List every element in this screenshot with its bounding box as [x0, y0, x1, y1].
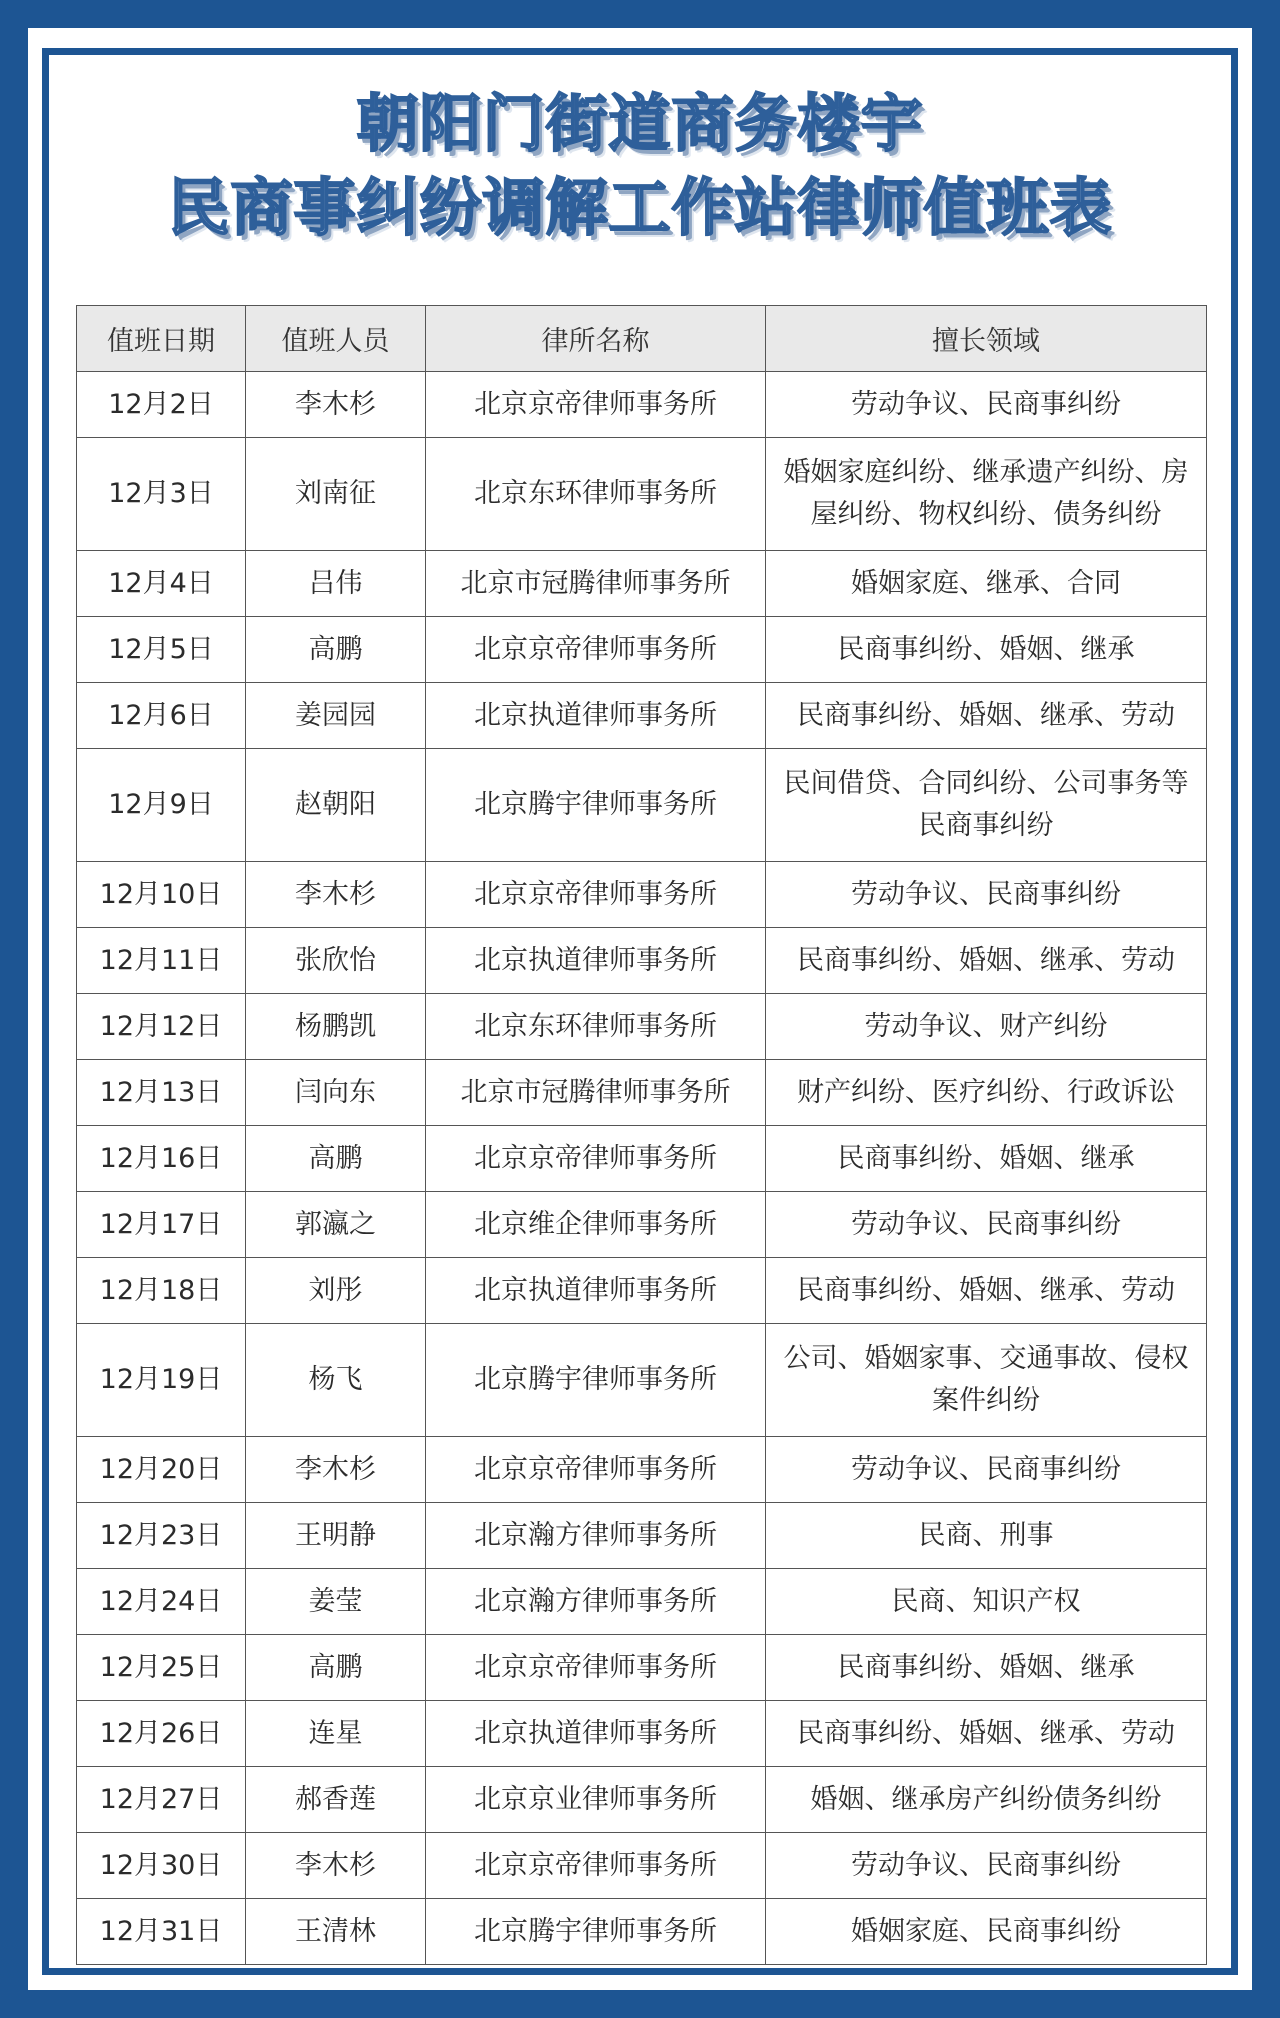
table-row [77, 1437, 1207, 1503]
cell-date: 12月10日 [77, 862, 246, 928]
duty-schedule-table [76, 305, 1207, 1965]
cell-firm: 北京执道律师事务所 [426, 1258, 766, 1324]
table-row [77, 1324, 1207, 1437]
cell-date: 12月24日 [77, 1569, 246, 1635]
cell-field: 劳动争议、财产纠纷 [766, 994, 1207, 1060]
table-header-row [77, 306, 1207, 372]
cell-firm: 北京京业律师事务所 [426, 1767, 766, 1833]
cell-firm: 北京瀚方律师事务所 [426, 1569, 766, 1635]
cell-firm: 北京腾宇律师事务所 [426, 1899, 766, 1965]
cell-field: 民商事纠纷、婚姻、继承 [766, 617, 1207, 683]
table-row [77, 551, 1207, 617]
cell-person: 李木杉 [246, 862, 426, 928]
page-title [0, 82, 1280, 250]
table-row [77, 1833, 1207, 1899]
cell-firm: 北京京帝律师事务所 [426, 372, 766, 438]
cell-firm: 北京京帝律师事务所 [426, 862, 766, 928]
cell-person: 杨鹏凯 [246, 994, 426, 1060]
cell-date: 12月9日 [77, 749, 246, 862]
cell-firm: 北京维企律师事务所 [426, 1192, 766, 1258]
cell-person: 连星 [246, 1701, 426, 1767]
cell-person: 吕伟 [246, 551, 426, 617]
cell-date: 12月26日 [77, 1701, 246, 1767]
cell-firm: 北京腾宇律师事务所 [426, 749, 766, 862]
table-row [77, 1192, 1207, 1258]
cell-field: 婚姻家庭纠纷、继承遗产纠纷、房屋纠纷、物权纠纷、债务纠纷 [766, 438, 1207, 551]
table-row [77, 749, 1207, 862]
cell-field: 劳动争议、民商事纠纷 [766, 1437, 1207, 1503]
cell-date: 12月4日 [77, 551, 246, 617]
cell-person: 张欣怡 [246, 928, 426, 994]
cell-firm: 北京京帝律师事务所 [426, 1635, 766, 1701]
cell-person: 王明静 [246, 1503, 426, 1569]
cell-firm: 北京东环律师事务所 [426, 994, 766, 1060]
cell-firm: 北京京帝律师事务所 [426, 1437, 766, 1503]
cell-firm: 北京执道律师事务所 [426, 1701, 766, 1767]
cell-field: 民商事纠纷、婚姻、继承、劳动 [766, 683, 1207, 749]
cell-firm: 北京执道律师事务所 [426, 928, 766, 994]
cell-field: 劳动争议、民商事纠纷 [766, 372, 1207, 438]
cell-field: 财产纠纷、医疗纠纷、行政诉讼 [766, 1060, 1207, 1126]
cell-date: 12月18日 [77, 1258, 246, 1324]
cell-person: 杨飞 [246, 1324, 426, 1437]
cell-field: 民商事纠纷、婚姻、继承 [766, 1126, 1207, 1192]
table-row [77, 994, 1207, 1060]
cell-date: 12月19日 [77, 1324, 246, 1437]
cell-field: 婚姻家庭、民商事纠纷 [766, 1899, 1207, 1965]
cell-date: 12月31日 [77, 1899, 246, 1965]
cell-date: 12月25日 [77, 1635, 246, 1701]
cell-date: 12月6日 [77, 683, 246, 749]
cell-person: 姜莹 [246, 1569, 426, 1635]
table-row [77, 862, 1207, 928]
table-row [77, 1635, 1207, 1701]
table-row [77, 683, 1207, 749]
cell-firm: 北京市冠腾律师事务所 [426, 1060, 766, 1126]
cell-firm: 北京执道律师事务所 [426, 683, 766, 749]
cell-field: 劳动争议、民商事纠纷 [766, 1192, 1207, 1258]
cell-field: 劳动争议、民商事纠纷 [766, 1833, 1207, 1899]
cell-date: 12月12日 [77, 994, 246, 1060]
cell-firm: 北京瀚方律师事务所 [426, 1503, 766, 1569]
cell-field: 民商、刑事 [766, 1503, 1207, 1569]
cell-person: 赵朝阳 [246, 749, 426, 862]
cell-firm: 北京京帝律师事务所 [426, 1126, 766, 1192]
cell-person: 李木杉 [246, 1833, 426, 1899]
cell-date: 12月23日 [77, 1503, 246, 1569]
header-field: 擅长领域 [766, 306, 1207, 372]
cell-person: 李木杉 [246, 1437, 426, 1503]
cell-person: 高鹏 [246, 1126, 426, 1192]
title-line-2: 民商事纠纷调解工作站律师值班表 [167, 171, 1113, 244]
cell-field: 婚姻、继承房产纠纷债务纠纷 [766, 1767, 1207, 1833]
cell-field: 民间借贷、合同纠纷、公司事务等民商事纠纷 [766, 749, 1207, 862]
header-firm: 律所名称 [426, 306, 766, 372]
cell-date: 12月30日 [77, 1833, 246, 1899]
cell-date: 12月27日 [77, 1767, 246, 1833]
cell-date: 12月17日 [77, 1192, 246, 1258]
cell-firm: 北京京帝律师事务所 [426, 617, 766, 683]
table-body [77, 372, 1207, 1965]
cell-field: 民商、知识产权 [766, 1569, 1207, 1635]
cell-field: 民商事纠纷、婚姻、继承 [766, 1635, 1207, 1701]
cell-person: 刘彤 [246, 1258, 426, 1324]
cell-field: 民商事纠纷、婚姻、继承、劳动 [766, 1701, 1207, 1767]
cell-date: 12月2日 [77, 372, 246, 438]
cell-person: 姜园园 [246, 683, 426, 749]
cell-field: 民商事纠纷、婚姻、继承、劳动 [766, 928, 1207, 994]
title-line-1: 朝阳门街道商务楼宇 [356, 87, 924, 160]
cell-date: 12月20日 [77, 1437, 246, 1503]
table-row [77, 1569, 1207, 1635]
cell-firm: 北京市冠腾律师事务所 [426, 551, 766, 617]
cell-date: 12月3日 [77, 438, 246, 551]
cell-firm: 北京东环律师事务所 [426, 438, 766, 551]
table-row [77, 1503, 1207, 1569]
cell-person: 高鹏 [246, 1635, 426, 1701]
header-date: 值班日期 [77, 306, 246, 372]
table-row [77, 1899, 1207, 1965]
cell-person: 刘南征 [246, 438, 426, 551]
table-row [77, 1701, 1207, 1767]
cell-person: 闫向东 [246, 1060, 426, 1126]
cell-field: 婚姻家庭、继承、合同 [766, 551, 1207, 617]
cell-field: 民商事纠纷、婚姻、继承、劳动 [766, 1258, 1207, 1324]
table-row [77, 1258, 1207, 1324]
cell-person: 李木杉 [246, 372, 426, 438]
cell-firm: 北京京帝律师事务所 [426, 1833, 766, 1899]
cell-person: 高鹏 [246, 617, 426, 683]
table-row [77, 438, 1207, 551]
cell-date: 12月5日 [77, 617, 246, 683]
table-row [77, 372, 1207, 438]
table-row [77, 1767, 1207, 1833]
cell-date: 12月16日 [77, 1126, 246, 1192]
cell-date: 12月13日 [77, 1060, 246, 1126]
cell-person: 郭瀛之 [246, 1192, 426, 1258]
table-row [77, 928, 1207, 994]
table-row [77, 1060, 1207, 1126]
cell-firm: 北京腾宇律师事务所 [426, 1324, 766, 1437]
cell-field: 公司、婚姻家事、交通事故、侵权案件纠纷 [766, 1324, 1207, 1437]
cell-field: 劳动争议、民商事纠纷 [766, 862, 1207, 928]
cell-date: 12月11日 [77, 928, 246, 994]
table-row [77, 617, 1207, 683]
header-person: 值班人员 [246, 306, 426, 372]
cell-person: 郝香莲 [246, 1767, 426, 1833]
table-row [77, 1126, 1207, 1192]
cell-person: 王清林 [246, 1899, 426, 1965]
